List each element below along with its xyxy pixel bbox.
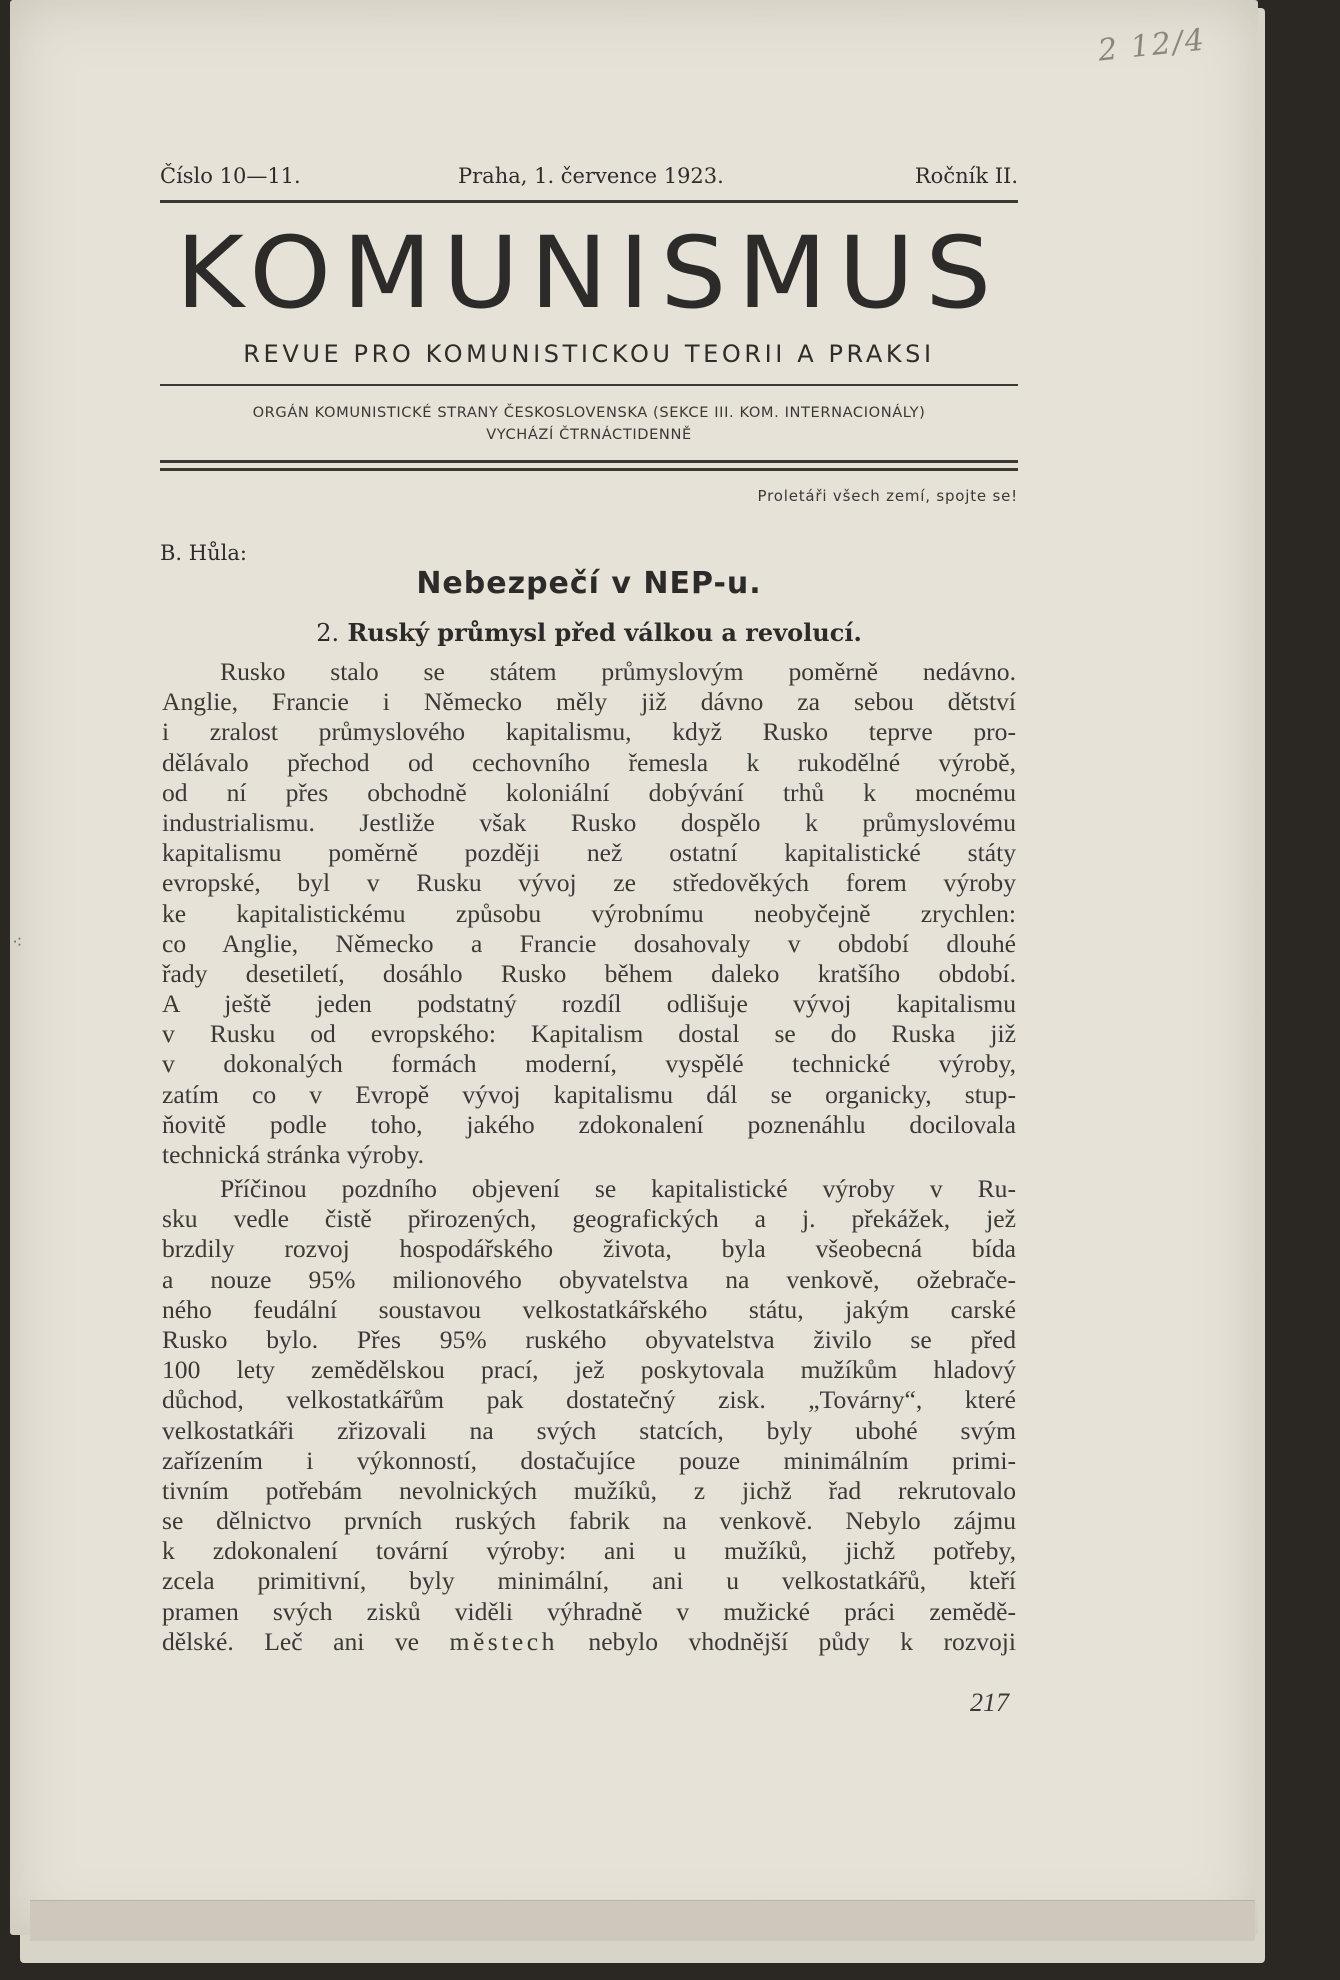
body-line: důchod, velkostatkářům pak dostatečný zisk. „Továrny“, které xyxy=(162,1385,1016,1415)
body-line: kapitalismu poměrně později než ostatní kapitalistické státy xyxy=(162,838,1016,868)
body-line: dělávalo přechod od cechovního řemesla k rukodělné výrobě, xyxy=(162,747,1016,777)
page-number: 217 xyxy=(970,1688,1009,1717)
double-rule-top xyxy=(160,460,1018,463)
body-line: co Anglie, Německo a Francie dosahovaly v období dlouhé xyxy=(162,928,1016,958)
margin-stain: ⁖ xyxy=(12,932,23,953)
page-bottom-edge xyxy=(30,1900,1255,1941)
body-line: technická stránka výroby. xyxy=(162,1140,424,1169)
handwritten-note: 2 12/4 xyxy=(1096,22,1208,69)
body-line: Rusko bylo. Přes 95% ruského obyvatelstva živilo se před xyxy=(162,1324,1016,1354)
body-line: A ještě jeden podstatný rozdíl odlišuje vývoj kapitalismu xyxy=(162,989,1016,1019)
body-line: pramen svých zisků viděli výhradně v mužické práci zemědě- xyxy=(162,1596,1016,1626)
masthead-subtitle: REVUE PRO KOMUNISTICKOU TEORII A PRAKSI xyxy=(243,340,935,368)
body-line: Příčinou pozdního objevení se kapitalistické výroby v Ru- xyxy=(220,1174,1016,1203)
issue-header xyxy=(160,164,1018,198)
section-title: Ruský průmysl před válkou a revolucí. xyxy=(347,618,862,647)
paragraph-2 xyxy=(162,1174,1016,1627)
body-line: od ní přes obchodně koloniální dobývání trhů k mocnému xyxy=(162,777,1016,807)
section-heading xyxy=(160,618,1018,647)
body-line: k zdokonalení tovární výroby: ani u mužíků, jichž potřeby, xyxy=(162,1536,1016,1566)
body-line: evropské, byl v Rusku vývoj ze středověkých forem výroby xyxy=(162,868,1016,898)
body-line: industrialismu. Jestliže však Rusko dospělo k průmyslovému xyxy=(162,807,1016,837)
body-line: Rusko stalo se státem průmyslovým poměrně nedávno. xyxy=(220,657,1016,686)
body-line: Anglie, Francie i Německo měly již dávno za sebou dětství xyxy=(162,687,1016,717)
article-title: Nebezpečí v NEP-u. xyxy=(416,566,762,601)
header-rule xyxy=(160,200,1018,203)
subtitle-rule xyxy=(160,384,1018,386)
body-line: 100 lety zemědělskou prací, jež poskytovala mužíkům hladový xyxy=(162,1355,1016,1385)
organ-statement xyxy=(160,402,1018,446)
body-line: v Rusku od evropského: Kapitalism dostal se do Ruska již xyxy=(162,1019,1016,1049)
emphasized-word: městech xyxy=(449,1627,558,1656)
body-line: ke kapitalistickému způsobu výrobnímu neobyčejně zrychlen: xyxy=(162,898,1016,928)
body-line: se dělnictvo prvních ruských fabrik na venkově. Nebylo zájmu xyxy=(162,1506,1016,1536)
body-line: brzdily rozvoj hospodářského života, byla všeobecná bída xyxy=(162,1234,1016,1264)
body-line: zcela primitivní, byly minimální, ani u velkostatkářů, kteří xyxy=(162,1566,1016,1596)
paragraph-2-final-line xyxy=(162,1627,1016,1657)
body-line: zařízením i výkonností, dostačujíce pouze minimálním primi- xyxy=(162,1445,1016,1475)
motto: Proletáři všech zemí, spojte se! xyxy=(757,487,1018,505)
body-line: ňovitě podle toho, jakého zdokonalení poznenáhlu docilovala xyxy=(162,1109,1016,1139)
organ-line-1: ORGÁN KOMUNISTICKÉ STRANY ČESKOSLOVENSKA (SEKCE III. KOM. INTERNACIONÁLY) xyxy=(252,404,926,421)
body-line: sku vedle čistě přirozených, geografických a j. překážek, jež xyxy=(162,1204,1016,1234)
masthead-title: KOMUNISMUS xyxy=(175,215,1003,331)
body-line: velkostatkáři zřizovali na svých statcích, byly ubohé svým xyxy=(162,1415,1016,1445)
issue-number: Číslo 10—11. xyxy=(160,164,301,188)
body-line: i zralost průmyslového kapitalismu, když Rusko teprve pro- xyxy=(162,717,1016,747)
double-rule-bottom xyxy=(160,468,1018,471)
body-line: tivním potřebám nevolnických mužíků, z jichž řad rekrutovalo xyxy=(162,1475,1016,1505)
issue-date: Praha, 1. července 1923. xyxy=(458,164,724,188)
body-line: v dokonalých formách moderní, vyspělé technické výroby, xyxy=(162,1049,1016,1079)
body-line: a nouze 95% milionového obyvatelstva na venkově, ožebrače- xyxy=(162,1264,1016,1294)
organ-line-2: VYCHÁZÍ ČTRNÁCTIDENNĚ xyxy=(486,426,692,443)
paragraph-1 xyxy=(162,657,1016,1170)
article-author: B. Hůla: xyxy=(160,541,247,565)
volume-number: Ročník II. xyxy=(914,164,1018,188)
body-line: ného feudální soustavou velkostatkářského státu, jakým carské xyxy=(162,1294,1016,1324)
body-line: dělské. Leč ani ve městech nebylo vhodnější půdy k rozvoji xyxy=(162,1627,1017,1656)
body-line: řady desetiletí, dosáhlo Rusko během daleko kratšího období. xyxy=(162,958,1016,988)
section-number: 2. xyxy=(316,619,340,647)
body-line: zatím co v Evropě vývoj kapitalismu dál se organicky, stup- xyxy=(162,1079,1016,1109)
